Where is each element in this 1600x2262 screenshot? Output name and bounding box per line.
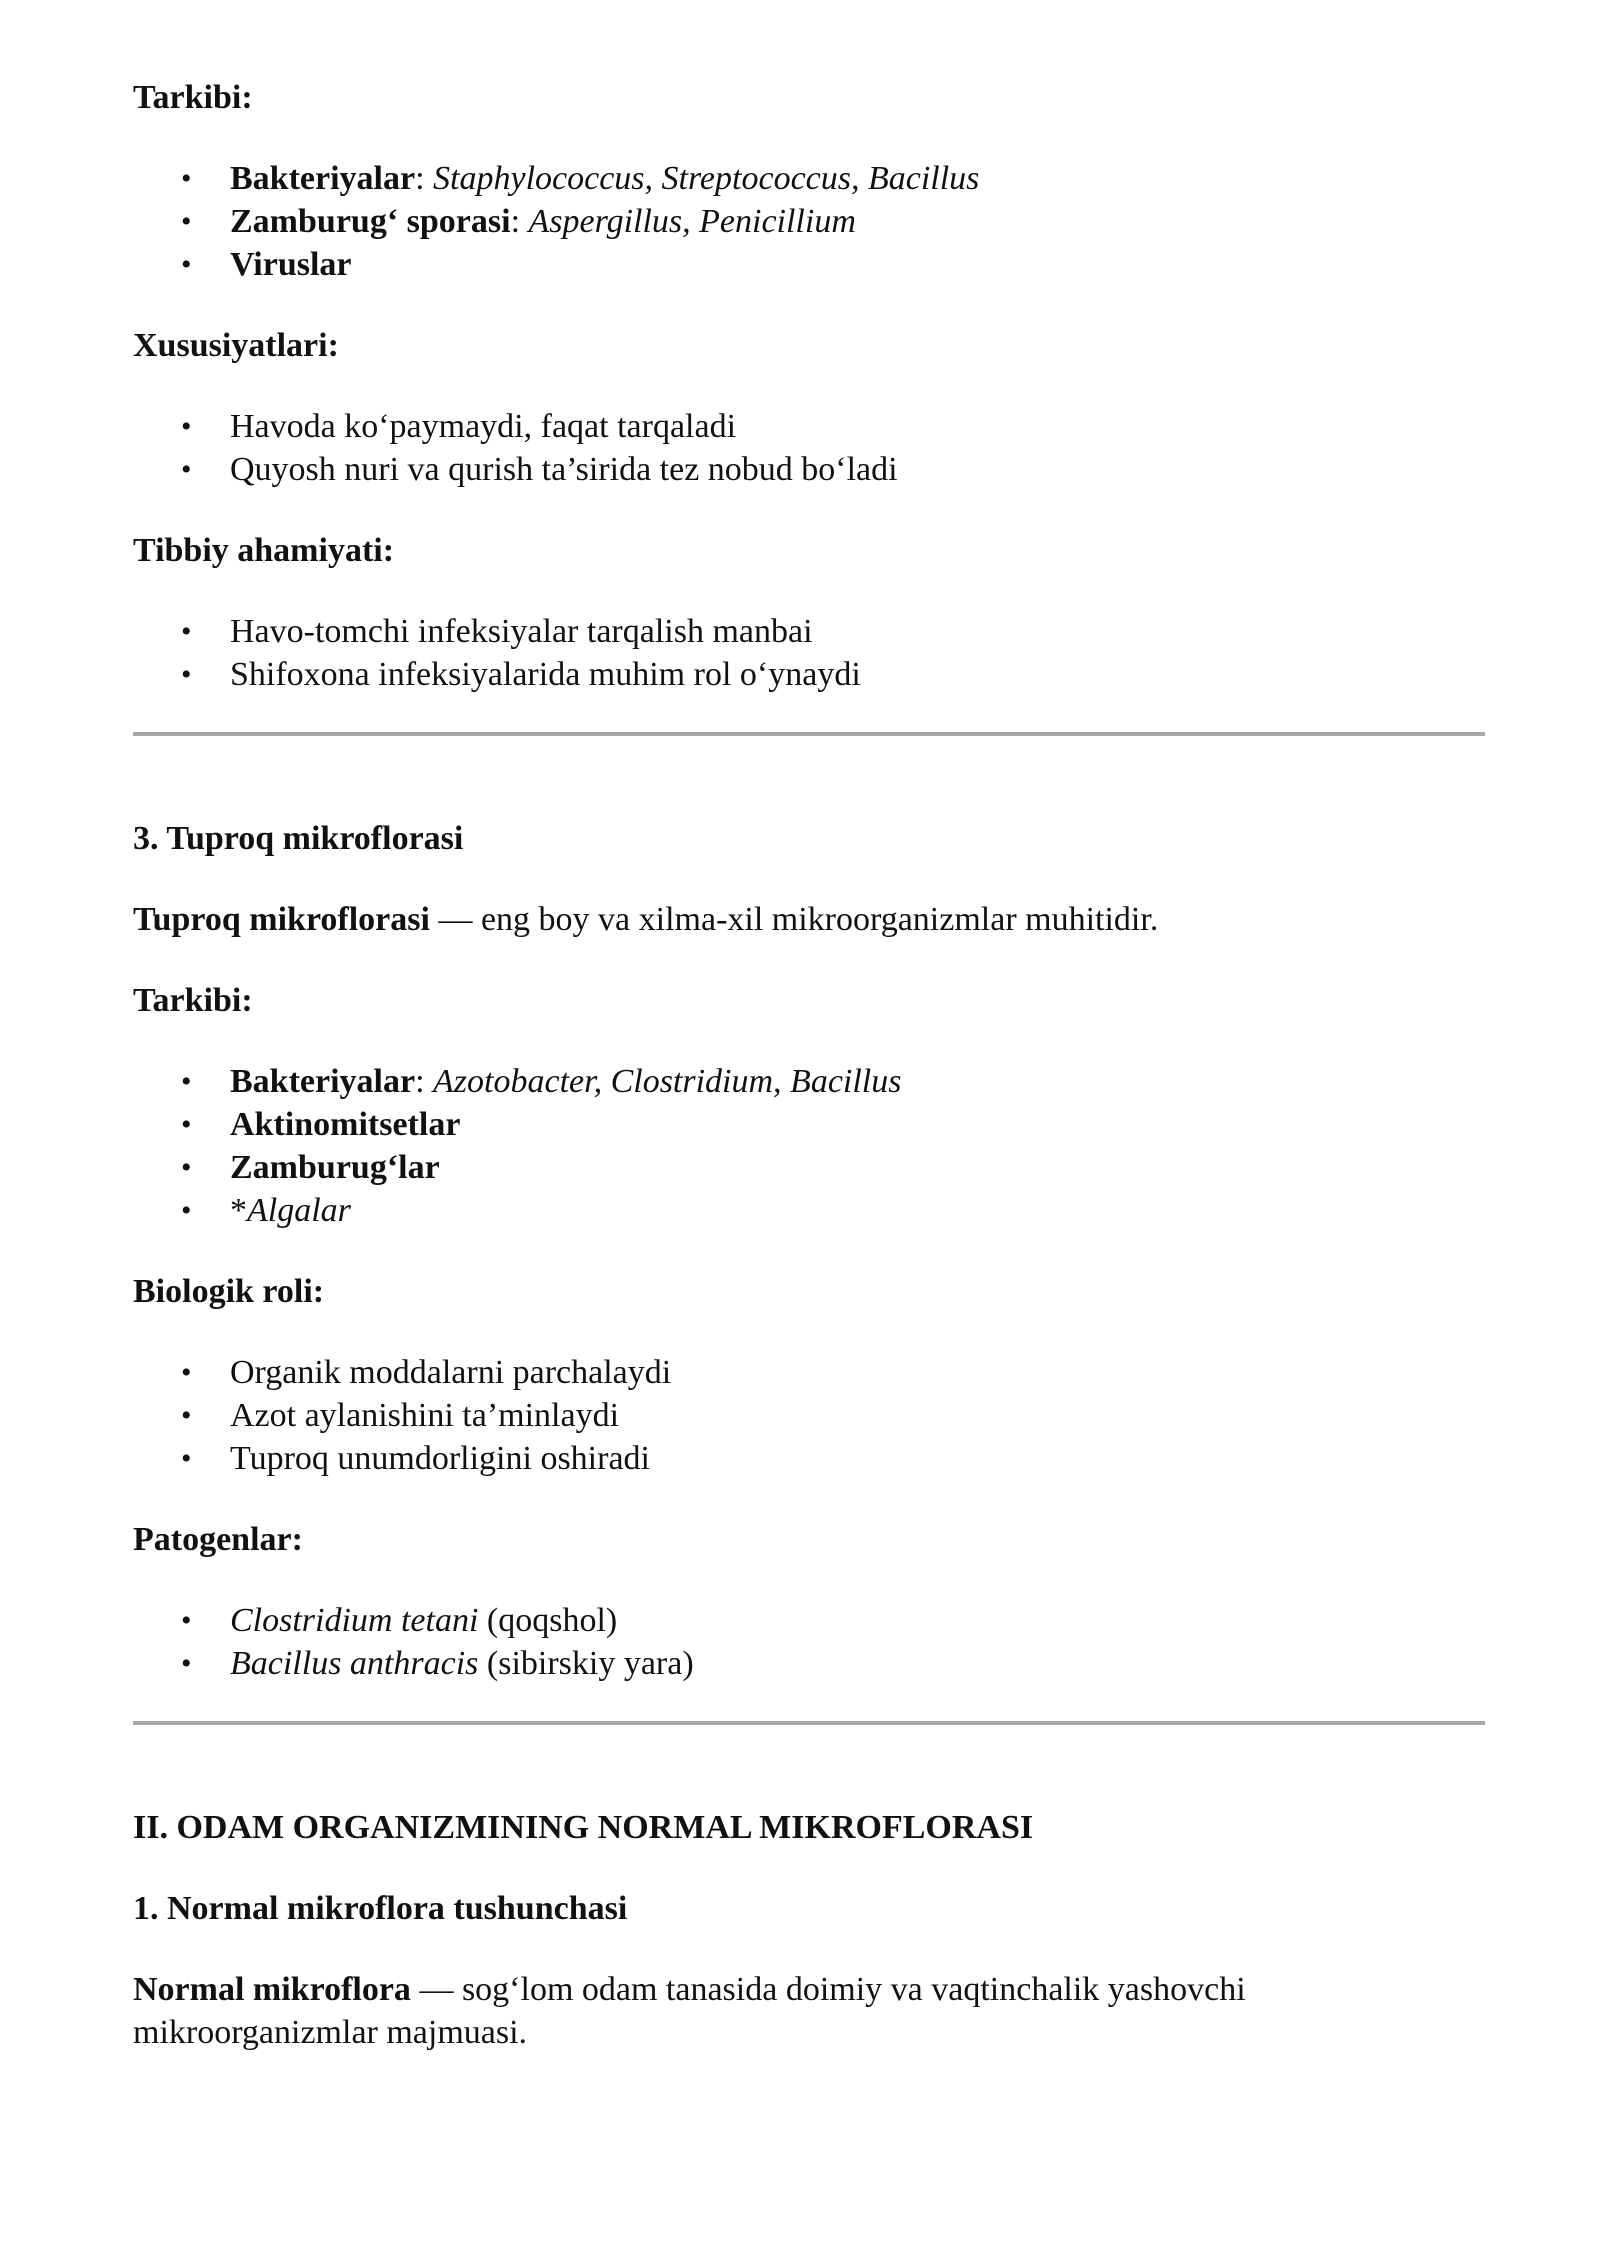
list-item	[133, 1103, 1485, 1146]
air-composition-heading: Tarkibi:	[133, 79, 253, 116]
paragraph-text: — eng boy va xilma-xil mikroorganizmlar muhitidir.	[429, 901, 1159, 938]
soil-composition-heading: Tarkibi:	[133, 982, 253, 1019]
list-item	[133, 1189, 1485, 1232]
list-item	[133, 200, 1485, 243]
list-item-text: (sibirskiy yara)	[478, 1645, 694, 1682]
list-item	[133, 157, 1485, 200]
species-italic: Algalar	[247, 1192, 351, 1229]
bullet-icon: •	[181, 1399, 192, 1432]
bullet-icon: •	[181, 453, 192, 486]
bullet-icon: •	[181, 410, 192, 443]
term-bold: Bakteriyalar	[230, 160, 416, 197]
paragraph-text: — sog‘lom odam tanasida doimiy va vaqtinchalik yashovchi mikroorganizmlar majmuasi.	[133, 1971, 1246, 2051]
bullet-icon: •	[181, 205, 192, 238]
list-item-text: Shifoxona infeksiyalarida muhim rol o‘ynaydi	[230, 656, 861, 693]
list-item-text: Tuproq unumdorligini oshiradi	[230, 1440, 650, 1477]
list-item	[133, 1599, 1485, 1642]
list-item	[133, 1642, 1485, 1685]
term-bold: Normal mikroflora	[133, 1971, 411, 2008]
list-item-text: Azot aylanishini ta’minlaydi	[230, 1397, 620, 1434]
document-content	[133, 76, 1485, 2092]
separator: :	[510, 203, 529, 240]
air-medical-heading: Tibbiy ahamiyati:	[133, 532, 395, 569]
bullet-icon: •	[181, 1356, 192, 1389]
species-italic: Bacillus anthracis	[230, 1645, 479, 1682]
list-item-text: (qoqshol)	[478, 1602, 618, 1639]
soil-role-list	[133, 1351, 1485, 1480]
list-item	[133, 1351, 1485, 1394]
separator: :	[415, 1063, 434, 1100]
air-properties-heading: Xususiyatlari:	[133, 327, 339, 364]
human-subsection-title: 1. Normal mikroflora tushunchasi	[133, 1890, 628, 1927]
human-section-title: II. ODAM ORGANIZMINING NORMAL MIKROFLORASI	[133, 1809, 1034, 1846]
bullet-icon: •	[181, 248, 192, 281]
soil-role-heading: Biologik roli:	[133, 1273, 325, 1310]
term-bold: Viruslar	[230, 246, 352, 283]
list-item	[133, 1146, 1485, 1189]
list-item-text: Organik moddalarni parchalaydi	[230, 1354, 672, 1391]
bullet-icon: •	[181, 1108, 192, 1141]
soil-intro-paragraph	[133, 898, 1485, 941]
list-item	[133, 610, 1485, 653]
air-composition-list	[133, 157, 1485, 286]
asterisk: *	[230, 1192, 247, 1229]
list-item	[133, 1394, 1485, 1437]
section-divider	[133, 1721, 1485, 1725]
species-italic: Azotobacter, Clostridium, Bacillus	[433, 1063, 902, 1100]
list-item-text: Havoda ko‘paymaydi, faqat tarqaladi	[230, 408, 737, 445]
bullet-icon: •	[181, 1151, 192, 1184]
soil-pathogens-heading: Patogenlar:	[133, 1521, 303, 1558]
species-italic: Staphylococcus, Streptococcus, Bacillus	[433, 160, 980, 197]
bullet-icon: •	[181, 162, 192, 195]
air-medical-list	[133, 610, 1485, 696]
list-item	[133, 405, 1485, 448]
separator: :	[415, 160, 434, 197]
list-item	[133, 1060, 1485, 1103]
soil-composition-list	[133, 1060, 1485, 1232]
term-bold: Tuproq mikroflorasi	[133, 901, 430, 938]
soil-section-title: 3. Tuproq mikroflorasi	[133, 820, 464, 857]
bullet-icon: •	[181, 1065, 192, 1098]
bullet-icon: •	[181, 658, 192, 691]
bullet-icon: •	[181, 1647, 192, 1680]
air-properties-list	[133, 405, 1485, 491]
list-item	[133, 1437, 1485, 1480]
bullet-icon: •	[181, 615, 192, 648]
term-bold: Aktinomitsetlar	[230, 1106, 461, 1143]
list-item-text: Havo-tomchi infeksiyalar tarqalish manbai	[230, 613, 813, 650]
species-italic: Clostridium tetani	[230, 1602, 479, 1639]
list-item	[133, 448, 1485, 491]
list-item	[133, 653, 1485, 696]
term-bold: Zamburug‘ sporasi	[230, 203, 511, 240]
bullet-icon: •	[181, 1194, 192, 1227]
list-item-text: Quyosh nuri va qurish ta’sirida tez nobud bo‘ladi	[230, 451, 898, 488]
normal-microflora-definition	[133, 1968, 1485, 2054]
bullet-icon: •	[181, 1442, 192, 1475]
list-item	[133, 243, 1485, 286]
section-divider	[133, 732, 1485, 736]
soil-pathogens-list	[133, 1599, 1485, 1685]
species-italic: Aspergillus, Penicillium	[528, 203, 856, 240]
term-bold: Bakteriyalar	[230, 1063, 416, 1100]
bullet-icon: •	[181, 1604, 192, 1637]
term-bold: Zamburug‘lar	[230, 1149, 440, 1186]
